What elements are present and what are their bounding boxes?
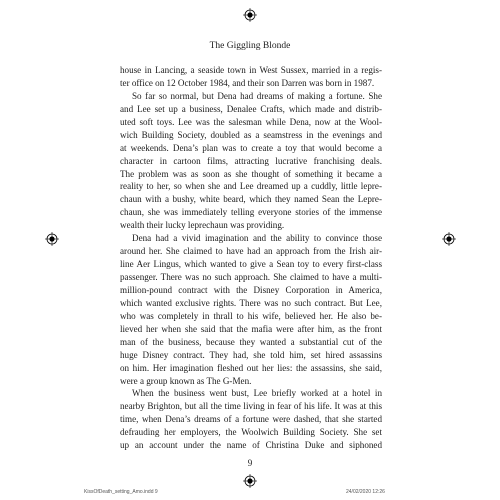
body-line: character in cartoon films, attracting lucrative franchising deals. (120, 155, 382, 166)
running-header: The Giggling Blonde (209, 41, 291, 51)
body-line: million-pound contract with the Disney Corporation in America, (120, 284, 382, 295)
registration-mark-icon (243, 474, 257, 488)
slug-filename: KissOfDeath_setting_Amo.indd 9 (84, 489, 158, 495)
body-line: Dena had a vivid imagination and the ability to convince those (132, 233, 382, 244)
registration-mark-icon (442, 232, 456, 246)
registration-mark-icon (45, 232, 59, 246)
body-line: nearby Brighton, but all the time living in fear of his life. It was at this (120, 401, 382, 412)
slug-timestamp: 24/02/2020 12:26 (346, 489, 385, 495)
body-line: at weekends. Dena’s plan was to create a toy that would become a (120, 142, 382, 153)
body-line: reality to her, so when she and Lee dreamed up a cuddly, little lepre- (120, 181, 382, 192)
body-line: ter office on 12 October 1984, and their son Darren was born in 1987. (120, 77, 375, 88)
body-line: defrauding her employers, the Woolwich Building Society. She set (120, 427, 382, 438)
body-line: house in Lancing, a seaside town in West Sussex, married in a regis- (120, 65, 382, 75)
body-line: uted soft toys. Lee was the salesman while Dena, now at the Wool- (120, 116, 382, 127)
body-line: on him. Her imagination fleshed out her lies: the assassins, she said, (120, 362, 382, 373)
body-line: So far so normal, but Dena had dreams of making a fortune. She (132, 90, 382, 101)
body-line: time, when Dena’s dreams of a fortune were dashed, that she started (120, 414, 382, 425)
body-line: lieved her when she said that the mafia were after him, as the front (120, 323, 382, 334)
body-text (120, 64, 382, 452)
page-number: 9 (247, 458, 253, 468)
body-line: wealth their lucky leprechaun was providing. (120, 220, 285, 231)
body-line: passenger. There was no such approach. She claimed to have a multi- (120, 272, 382, 282)
body-line: The problem was as soon as she thought of something it became a (120, 168, 382, 179)
body-line: When the business went bust, Lee briefly worked at a hotel in (132, 388, 382, 399)
body-line: and Lee set up a business, Denalee Crafts, which made and distrib- (120, 103, 382, 114)
body-line: who was completely in thrall to his wife, believed her. He also be- (120, 310, 382, 321)
body-line: huge Disney contract. They had, she told him, set hired assassins (120, 349, 382, 360)
body-line: up an account under the name of Christina Duke and siphoned (120, 440, 382, 451)
body-line: chaun with a bushy, white beard, which they named Sean the Lepre- (120, 194, 382, 205)
registration-mark-icon (243, 8, 257, 22)
body-line: chaun, she was immediately telling everyone stories of the immense (120, 207, 382, 218)
body-line: man of the business, because they wanted a substantial cut of the (120, 336, 382, 347)
body-line: wich Building Society, doubled as a seamstress in the evenings and (120, 129, 382, 140)
body-line: line Aer Lingus, which wanted to give a Sean toy to every first-class (120, 259, 382, 270)
body-line: around her. She claimed to have had an approach from the Irish air- (120, 246, 382, 257)
body-line: were a group known as The G-Men. (120, 375, 252, 386)
body-line: which wanted exclusive rights. There was no such contract. But Lee, (120, 297, 382, 308)
